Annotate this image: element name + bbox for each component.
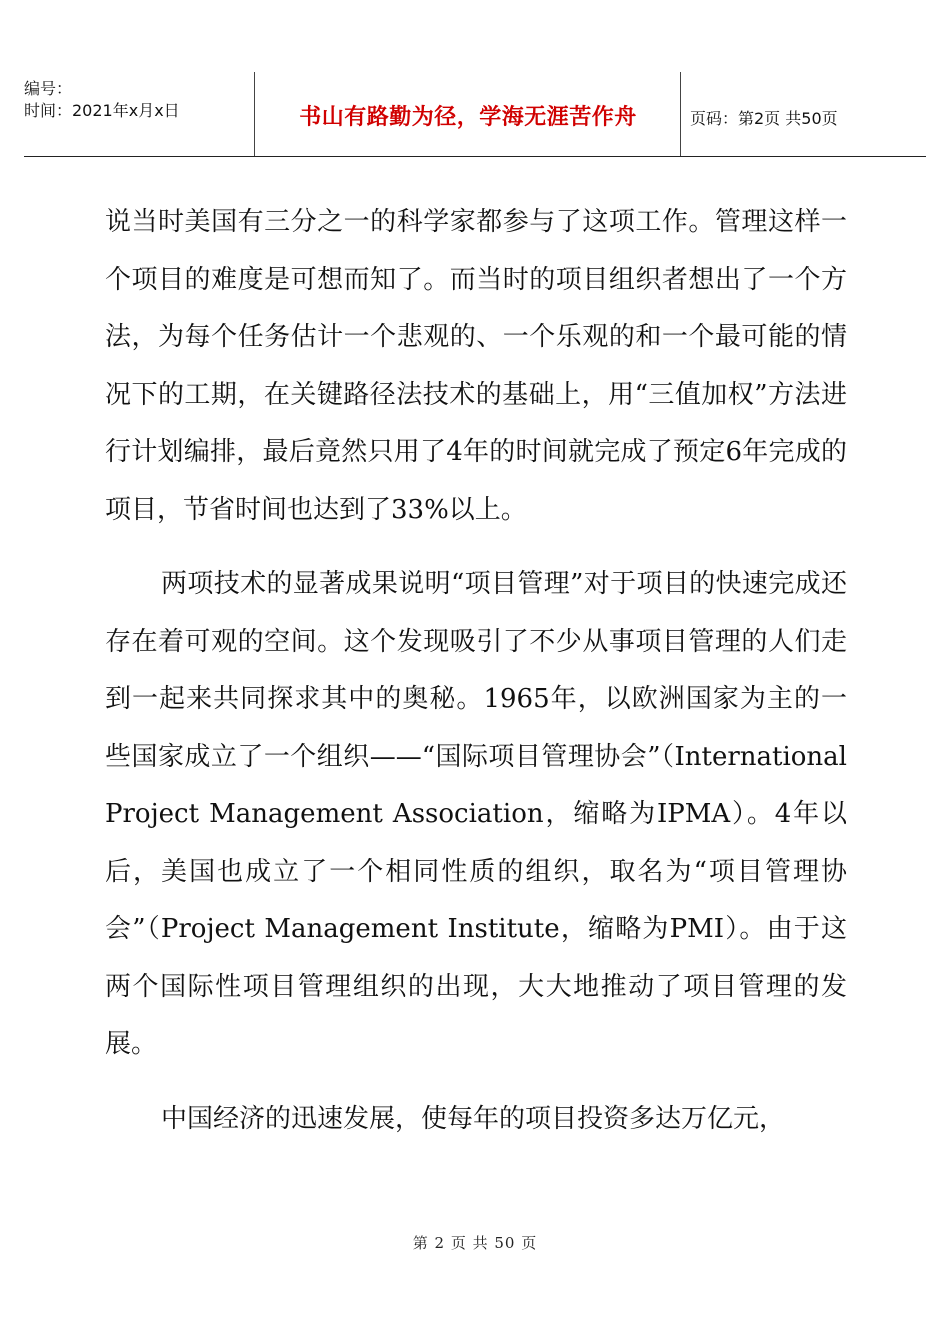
paragraph-1: 说当时美国有三分之一的科学家都参与了这项工作。管理这样一个项目的难度是可想而知了。而当时的项目组织者想出了一个方法，为每个任务估计一个悲观的、一个乐观的和一个最可能的情况下的工期，在关键路径法技术的基础上，用“三值加权”方法进行计划编排，最后竟然只用了4年的时间就完成了预定6年完成的项目，节省时间也达到了33%以上。 [105,207,847,525]
paragraph-3: 中国经济的迅速发展，使每年的项目投资多达万亿元， [161,1103,786,1134]
document-body [105,194,847,1165]
header-meta [24,78,254,122]
page-footer: 第 2 页 共 50 页 [412,1234,538,1252]
number-label: 编号： [24,79,73,98]
document-header [24,72,926,157]
header-divider-right [680,72,681,156]
header-divider-left [254,72,255,156]
time-label: 时间：2021年x月x日 [24,101,180,120]
paragraph-2: 两项技术的显著成果说明“项目管理”对于项目的快速完成还存在着可观的空间。这个发现吸引了不少从事项目管理的人们走到一起来共同探求其中的奥秘。1965年，以欧洲国家为主的一些国家成立了一个组织——“国际项目管理协会”（International Project Management Association，缩略为IPMA）。4年以后，美国也成立了一个相同性质的组织，取名为“项目管理协会”（Project Management Institute，缩略为PMI）。由于这两个国际性项目管理组织的出现，大大地推动了项目管理的发展。 [105,569,847,1059]
header-page-code: 页码：第2页 共50页 [690,109,838,128]
header-motto: 书山有路勤为径，学海无涯苦作舟 [299,105,637,130]
